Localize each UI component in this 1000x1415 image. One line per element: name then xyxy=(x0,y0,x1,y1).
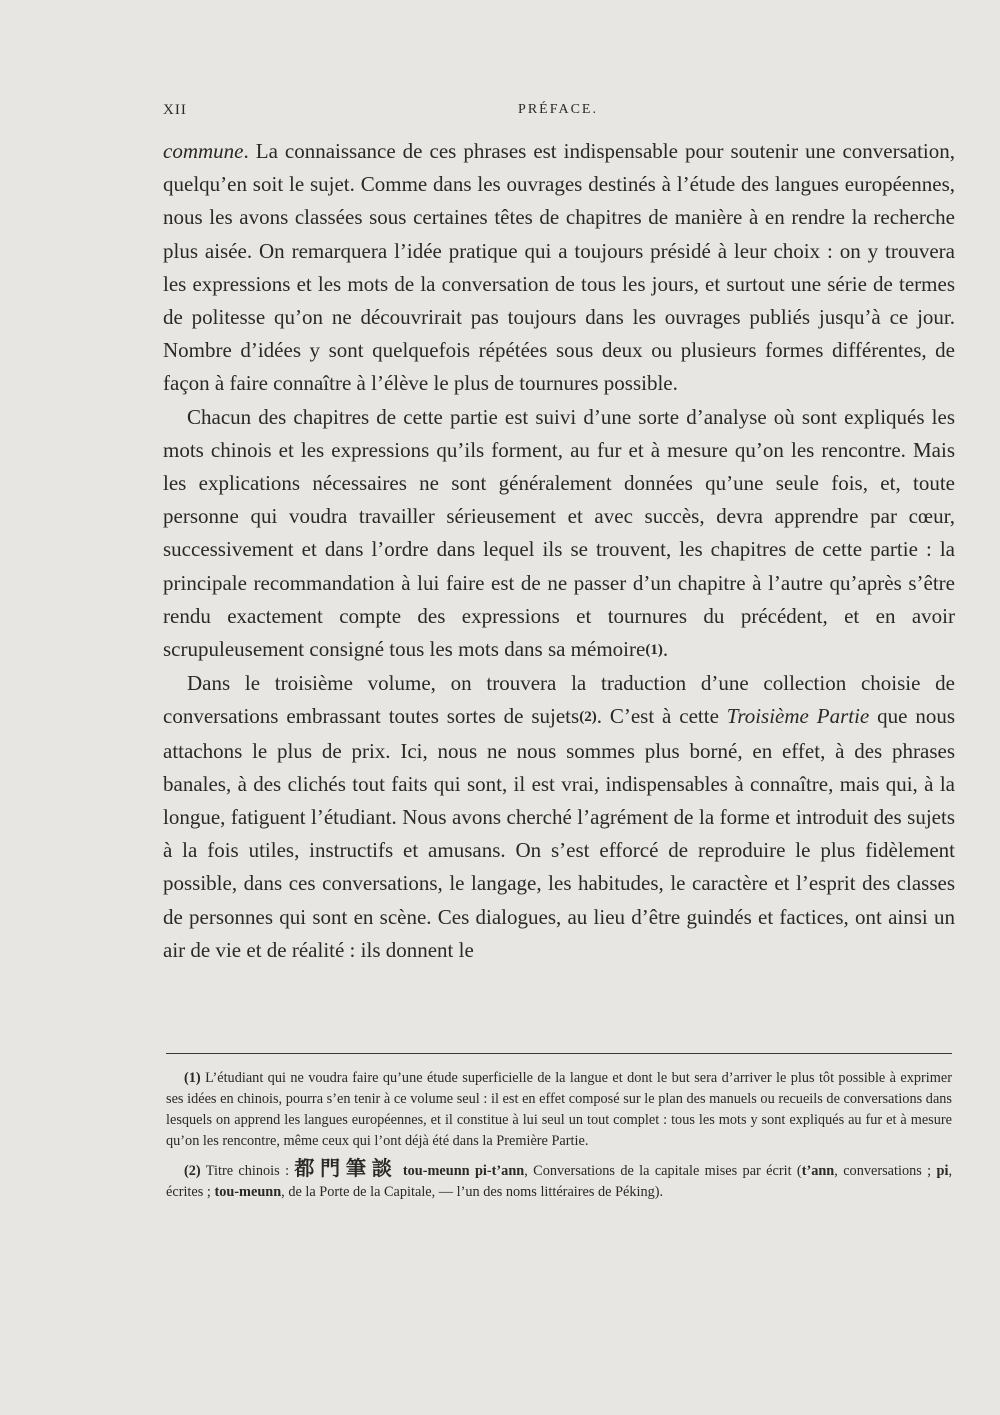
footnote-1-number: (1) xyxy=(184,1070,201,1086)
paragraph-2-end: . xyxy=(662,637,669,662)
chinese-title: 都門筆談 xyxy=(294,1156,398,1180)
footnote-2-number: (2) xyxy=(184,1163,201,1179)
paragraph-3 xyxy=(163,667,955,967)
italic-word: commune xyxy=(163,139,244,163)
footnote-divider xyxy=(166,1053,952,1054)
romanized-title: tou-meunn pi-t’ann xyxy=(402,1163,525,1179)
paragraph-2 xyxy=(163,401,955,668)
paragraph-3-text-c: que nous attachons le plus de prix. Ici, nous ne nous sommes plus borné, en effet, à des phrases banales, à des clichés tout faits qui sont, il est vrai, indispensables à connaître, mais qui, à la longue, fatiguent l’étudiant. Nous avons cherché l’agrément de la forme et introduit des sujets à la fois utiles, instructifs et amusans. On s’est efforcé de reproduire le plus fidèlement possible, dans ces conversations, le langage, les habitudes, le caractère et l’esprit des classes de personnes qui sont en scène. Ces dialogues, au lieu d’être guindés et factices, ont ainsi un air de vie et de réalité : ils donnent le xyxy=(163,704,956,962)
footnote-2 xyxy=(166,1158,952,1203)
italic-title: Troisième Partie xyxy=(726,704,870,729)
paragraph-3-text-a: Dans le troisième volume, on trouvera la traduction d’une collection choisie de conversations embrassant toutes sortes de sujets xyxy=(163,671,955,729)
page-number: XII xyxy=(163,102,187,118)
paragraph-1-text: . La connaissance de ces phrases est indispensable pour soutenir une conversation, quelqu’en soit le sujet. Comme dans les ouvrages destinés à l’étude des langues européennes, nous les avons classées sous certaines têtes de chapitres de manière à en rendre la recherche plus aisée. On remarquera l’idée pratique qui a toujours présidé à leur choix : on y trouvera les expressions et les mots de la conversation de tous les jours, et surtout une série de termes de politesse qu’on ne découvrirait pas toujours dans les ouvrages publiés jusqu’à ce jour. Nombre d’idées y sont quelquefois répétées sous deux ou plusieurs formes différentes, de façon à faire connaître à l’élève le plus de tournures possible. xyxy=(163,139,955,396)
footnote-ref-2[interactable]: (2) xyxy=(579,709,597,726)
running-title: PRÉFACE. xyxy=(518,102,598,117)
term-tou-meunn: tou-meunn xyxy=(214,1184,282,1200)
footnotes xyxy=(166,1068,952,1209)
page-header xyxy=(163,102,953,126)
term-tann: t’ann xyxy=(801,1163,835,1179)
term-pi: pi xyxy=(936,1163,949,1179)
footnote-ref-1[interactable]: (1) xyxy=(645,642,663,659)
paragraph-2-text: Chacun des chapitres de cette partie est suivi d’une sorte d’analyse où sont expliqués les mots chinois et les expressions qu’ils forment, au fur et à mesure qu’on les rencontre. Mais les explications nécessaires ne sont généralement données qu’une seule fois, et, toute personne qui voudra travailler sérieusement et avec succès, devra apprendre par cœur, successivement et dans l’ordre dans lequel ils se trouvent, les chapitres de cette partie : la principale recommandation à lui faire est de ne passer d’un chapitre à l’autre qu’après s’être rendu exactement compte des expressions et tournures du précédent, et en avoir scrupuleusement consigné tous les mots dans sa mémoire xyxy=(163,404,955,662)
footnote-1-text: L’étudiant qui ne voudra faire qu’une étude superficielle de la langue et dont le but sera d’arriver le plus tôt possible à exprimer ses idées en chinois, pourra s’en tenir à ce volume seul : il est en effet composé sur le plan des manuels ou recueils de conversations dans lesquels on apprend les langues européennes, et il constitue à lui seul un tout complet : tous les mots y sont expliqués au fur et à mesure qu’on les rencontre, même ceux qui l’ont déjà été dans la Première Partie. xyxy=(166,1070,952,1149)
footnote-1 xyxy=(166,1068,952,1152)
footnote-2-text-c: , écrites ; xyxy=(166,1163,953,1200)
main-text xyxy=(163,135,955,967)
paragraph-1 xyxy=(163,135,955,401)
paragraph-3-text-b: . C’est à cette xyxy=(596,704,727,729)
footnote-2-text-a: , Conversations de la capitale mises par écrit ( xyxy=(524,1163,802,1179)
footnote-2-label: Titre chinois : xyxy=(205,1163,295,1179)
footnote-2-text-b: , conversations ; xyxy=(834,1163,937,1179)
footnote-2-text-d: , de la Porte de la Capitale, — l’un des noms littéraires de Péking). xyxy=(281,1184,664,1200)
